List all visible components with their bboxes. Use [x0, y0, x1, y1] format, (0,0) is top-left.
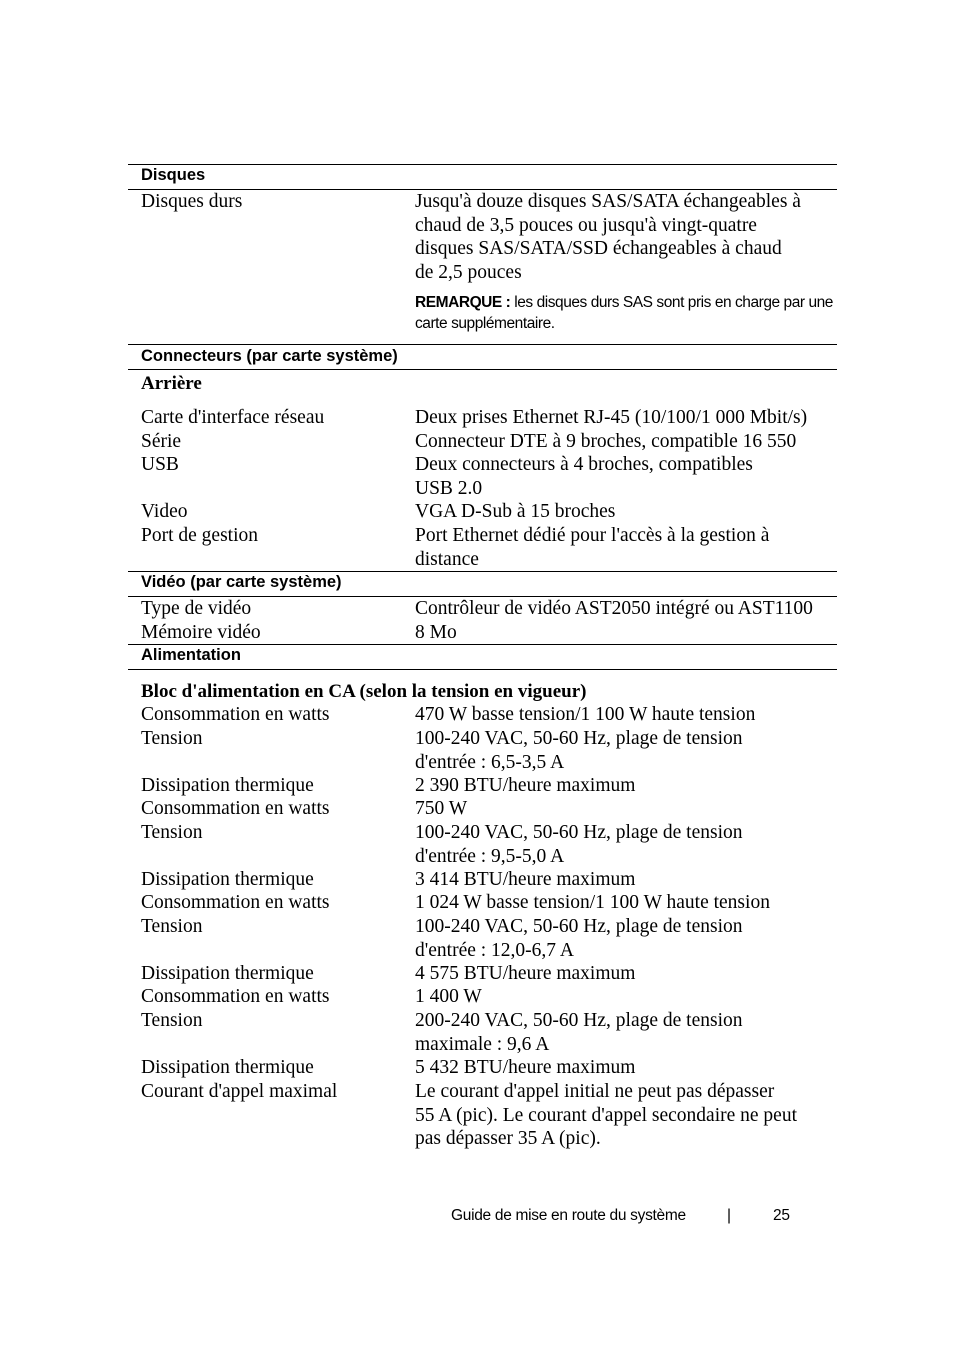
- footer-title: Guide de mise en route du système: [451, 1207, 686, 1224]
- value-video: VGA D-Sub à 15 broches: [415, 501, 616, 522]
- footer-separator: |: [727, 1207, 731, 1224]
- label-consommation-1: Consommation en watts: [141, 704, 330, 725]
- value-dissipation-2: 3 414 BTU/heure maximum: [415, 869, 636, 890]
- value-carte-reseau: Deux prises Ethernet RJ-45 (10/100/1 000 Mbit/s): [415, 407, 808, 428]
- rule-connecteurs-top: [128, 344, 837, 345]
- value-courant-appel: Le courant d'appel initial ne peut pas dépasser 55 A (pic). Le courant d'appel secondaire ne peut pas dépasser 35 A (pic).: [415, 1081, 797, 1149]
- value-memoire-video: 8 Mo: [415, 622, 457, 643]
- label-consommation-4: Consommation en watts: [141, 986, 330, 1007]
- label-dissipation-4: Dissipation thermique: [141, 1057, 314, 1078]
- note-text: les disques durs SAS sont pris en charge par une carte supplémentaire.: [415, 294, 833, 332]
- label-tension-4: Tension: [141, 1010, 203, 1031]
- value-disques-durs: Jusqu'à douze disques SAS/SATA échangeables à chaud de 3,5 pouces ou jusqu'à vingt-quatre disques SAS/SATA/SSD échangeables à chaud de 2,5 pouces: [415, 191, 801, 283]
- subheading-bloc-alimentation: Bloc d'alimentation en CA (selon la tension en vigueur): [141, 681, 587, 702]
- label-consommation-2: Consommation en watts: [141, 798, 330, 819]
- value-tension-2: 100-240 VAC, 50-60 Hz, plage de tension d'entrée : 9,5-5,0 A: [415, 822, 743, 867]
- page-number: 25: [773, 1207, 790, 1224]
- label-memoire-video: Mémoire vidéo: [141, 622, 261, 643]
- value-consommation-2: 750 W: [415, 798, 468, 819]
- value-serie: Connecteur DTE à 9 broches, compatible 16 550: [415, 431, 797, 452]
- value-tension-3: 100-240 VAC, 50-60 Hz, plage de tension d'entrée : 12,0-6,7 A: [415, 916, 743, 961]
- label-consommation-3: Consommation en watts: [141, 892, 330, 913]
- label-disques-durs: Disques durs: [141, 191, 243, 212]
- value-usb: Deux connecteurs à 4 broches, compatibles USB 2.0: [415, 454, 753, 499]
- value-dissipation-1: 2 390 BTU/heure maximum: [415, 775, 636, 796]
- label-dissipation-3: Dissipation thermique: [141, 963, 314, 984]
- label-dissipation-1: Dissipation thermique: [141, 775, 314, 796]
- rule-alimentation: [128, 669, 837, 670]
- section-heading-alimentation: Alimentation: [141, 646, 241, 664]
- value-dissipation-4: 5 432 BTU/heure maximum: [415, 1057, 636, 1078]
- label-tension-1: Tension: [141, 728, 203, 749]
- subheading-arriere: Arrière: [141, 373, 202, 394]
- value-tension-4: 200-240 VAC, 50-60 Hz, plage de tension maximale : 9,6 A: [415, 1010, 743, 1055]
- section-heading-video: Vidéo (par carte système): [141, 573, 342, 591]
- value-consommation-1: 470 W basse tension/1 100 W haute tension: [415, 704, 756, 725]
- label-type-video: Type de vidéo: [141, 598, 252, 619]
- value-consommation-4: 1 400 W: [415, 986, 482, 1007]
- rule-top: [128, 164, 837, 165]
- value-port-gestion: Port Ethernet dédié pour l'accès à la gestion à distance: [415, 525, 770, 570]
- value-tension-1: 100-240 VAC, 50-60 Hz, plage de tension d'entrée : 6,5-3,5 A: [415, 728, 743, 773]
- label-tension-3: Tension: [141, 916, 203, 937]
- label-video: Video: [141, 501, 188, 522]
- section-heading-disques: Disques: [141, 166, 206, 184]
- label-courant-appel: Courant d'appel maximal: [141, 1081, 338, 1102]
- rule-connecteurs: [128, 369, 837, 370]
- label-port-gestion: Port de gestion: [141, 525, 258, 546]
- label-carte-reseau: Carte d'interface réseau: [141, 407, 325, 428]
- note-prefix: REMARQUE :: [415, 294, 511, 311]
- value-dissipation-3: 4 575 BTU/heure maximum: [415, 963, 636, 984]
- value-type-video: Contrôleur de vidéo AST2050 intégré ou AST1100: [415, 598, 813, 619]
- label-tension-2: Tension: [141, 822, 203, 843]
- label-serie: Série: [141, 431, 182, 452]
- value-consommation-3: 1 024 W basse tension/1 100 W haute tension: [415, 892, 770, 913]
- label-dissipation-2: Dissipation thermique: [141, 869, 314, 890]
- label-usb: USB: [141, 454, 179, 475]
- section-heading-connecteurs: Connecteurs (par carte système): [141, 347, 398, 365]
- note-remarque: [415, 292, 835, 334]
